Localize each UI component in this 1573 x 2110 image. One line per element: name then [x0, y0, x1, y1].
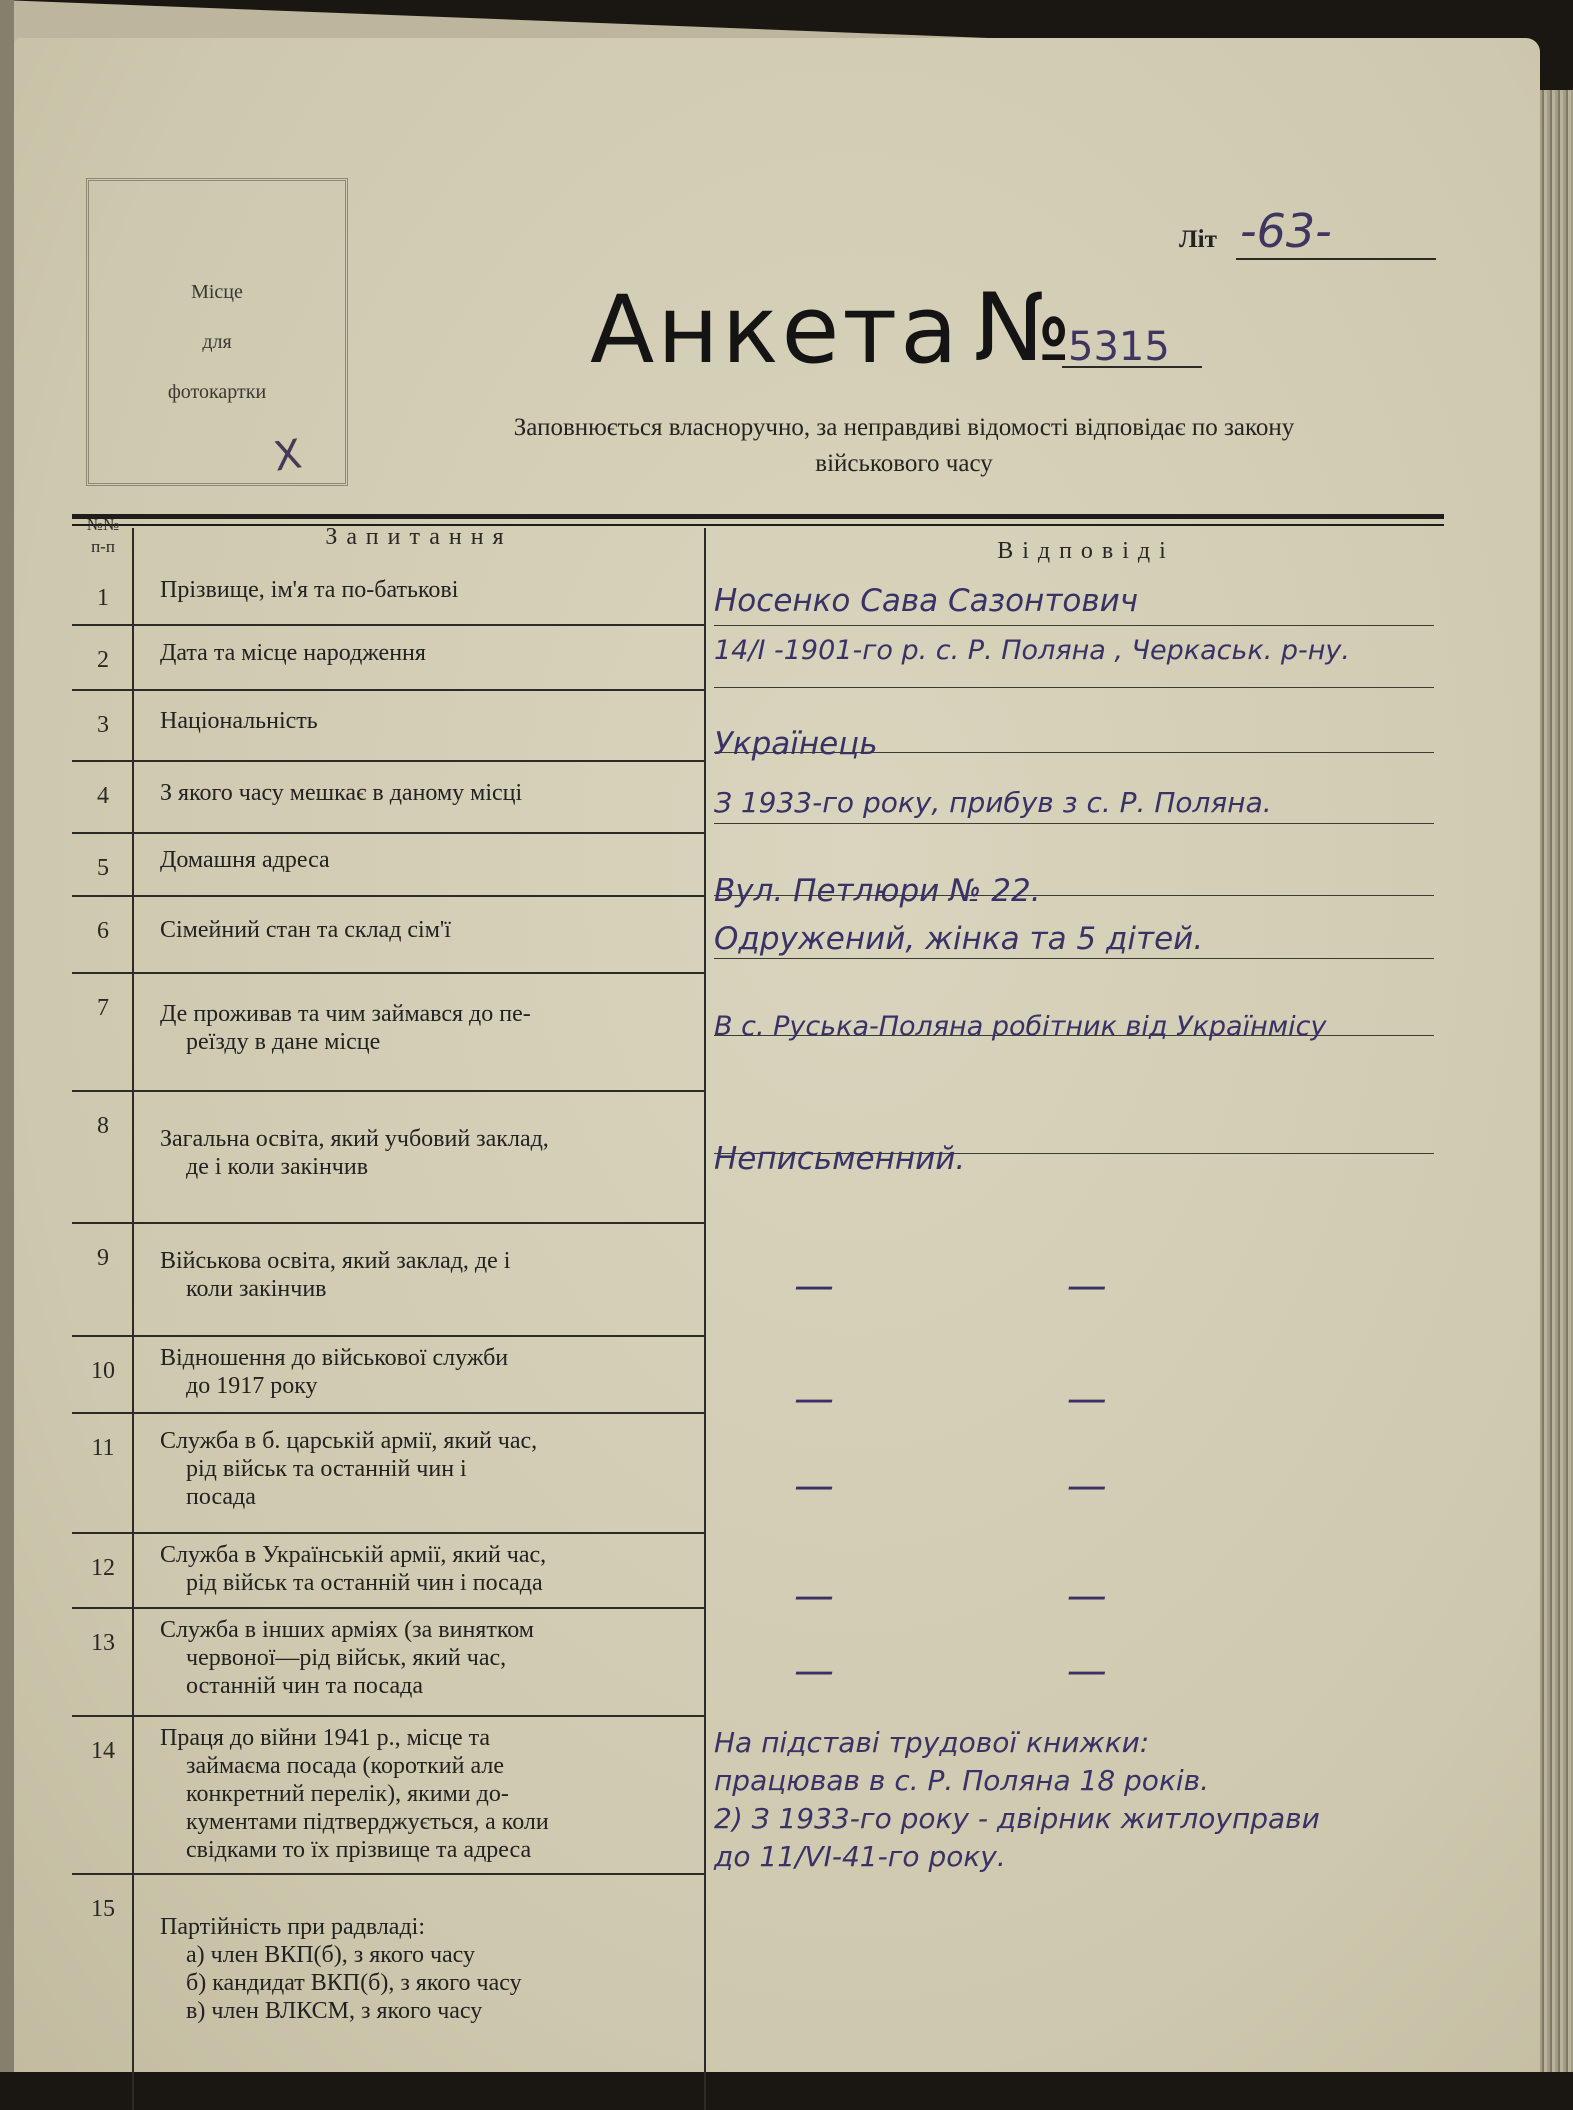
question-line: реїзду в дане місце — [186, 1028, 381, 1055]
answer-line: 14/І -1901-го р. с. Р. Поляна , Черкаськ. р-ну. — [714, 635, 1350, 666]
question-line: займаєма посада (короткий але — [186, 1753, 504, 1779]
answer-line: Носенко Сава Сазонтович — [714, 583, 1139, 619]
column-header-number-line-1: №№ — [86, 515, 120, 534]
answer-line: З 1933-го року, прибув з с. Р. Поляна. — [714, 786, 1272, 819]
binding-edge — [0, 0, 14, 2072]
question-line: Служба в Українській армії, який час, — [160, 1542, 547, 1568]
question-line: в) член ВЛКСМ, з якого часу — [186, 1998, 483, 2024]
number-underline — [1062, 366, 1202, 368]
question-text — [160, 1616, 688, 1700]
row-separator — [72, 1715, 704, 1717]
question-line: рід військ та останній чин і посада — [186, 1570, 543, 1596]
answer-underline — [714, 687, 1434, 688]
question-text — [160, 1541, 688, 1597]
row-number: 12 — [91, 1555, 115, 1581]
question-line: свідками то їх прізвище та адреса — [186, 1837, 532, 1863]
question-line: конкретний перелік), якими до- — [186, 1781, 509, 1807]
row-number: 11 — [91, 1435, 115, 1461]
question-line: останній чин та посада — [186, 1673, 423, 1699]
photo-label-line-3: фотокартки — [167, 381, 267, 403]
question-text — [160, 846, 688, 874]
question-text — [160, 1427, 688, 1511]
question-text — [160, 1000, 688, 1056]
row-number: 10 — [91, 1358, 115, 1384]
table-top-rule — [72, 514, 1444, 519]
row-number: 15 — [91, 1896, 115, 1922]
row-separator — [72, 1090, 704, 1092]
photo-cross-mark: X — [270, 431, 305, 481]
question-line: Військова освіта, який заклад, де і — [160, 1248, 511, 1274]
answer-dashes: — — — [794, 1648, 1217, 1694]
answer-dashes: — — — [794, 1573, 1217, 1619]
row-separator — [72, 1873, 704, 1875]
question-line: де і коли закінчив — [186, 1153, 369, 1180]
instructions-line-2: військового часу — [815, 450, 993, 477]
question-text — [160, 916, 688, 944]
lit-label: Літ — [1179, 226, 1217, 253]
question-text — [160, 1724, 688, 1864]
row-separator — [72, 895, 704, 897]
answer-text — [714, 635, 1350, 666]
question-line: Сімейний стан та склад сім'ї — [160, 917, 451, 943]
row-separator — [72, 1335, 704, 1337]
question-line: Дата та місце народження — [160, 640, 426, 666]
row-separator — [72, 689, 704, 691]
question-line: Прізвище, ім'я та по-батькові — [160, 576, 459, 603]
photo-label-line-1: Місце — [191, 281, 243, 303]
questionnaire-number: 5315 — [1068, 324, 1170, 370]
question-line: Праця до війни 1941 р., місце та — [160, 1725, 491, 1751]
question-line: З якого часу мешкає в даному місці — [160, 779, 523, 806]
row-number: 1 — [97, 585, 109, 611]
row-number: 7 — [97, 995, 109, 1021]
questionnaire-page — [14, 38, 1540, 2072]
row-number: 8 — [97, 1113, 109, 1139]
lit-value: -63- — [1240, 204, 1332, 258]
answer-dashes: — — — [794, 1463, 1217, 1509]
question-text — [160, 639, 688, 667]
column-divider-answer — [704, 528, 706, 2110]
question-line: Домашня адреса — [160, 847, 330, 873]
row-separator — [72, 1412, 704, 1414]
page-stack-edge — [1539, 90, 1573, 2072]
question-text — [160, 707, 688, 735]
question-text — [160, 1344, 688, 1400]
answer-dashes: — — — [794, 1263, 1217, 1309]
question-line: б) кандидат ВКП(б), з якого часу — [186, 1970, 522, 1996]
answer-text — [714, 873, 1041, 909]
question-text — [160, 1247, 688, 1303]
column-header-number — [74, 514, 132, 558]
row-number: 6 — [97, 918, 109, 944]
row-separator — [72, 624, 704, 626]
answer-line: Неписьменний. — [714, 1141, 966, 1177]
answer-text — [714, 583, 1138, 619]
number-sign: № — [974, 274, 1066, 383]
column-header-number-line-2: п-п — [91, 537, 115, 556]
instructions — [374, 410, 1434, 482]
row-separator — [72, 832, 704, 834]
question-line: Загальна освіта, який учбовий заклад, — [160, 1125, 549, 1152]
answer-line: На підставі трудової книжки: — [714, 1726, 1150, 1759]
answer-line: Вул. Петлюри № 22. — [714, 873, 1041, 909]
photo-placeholder-box — [86, 178, 348, 486]
question-line: а) член ВКП(б), з якого часу — [186, 1942, 475, 1968]
question-line: Де проживав та чим займався до пе- — [160, 1000, 531, 1027]
answer-underline — [714, 823, 1434, 824]
row-separator — [72, 1222, 704, 1224]
answer-line: працював в с. Р. Поляна 18 років. — [714, 1764, 1210, 1797]
answer-line: Українець — [714, 726, 878, 762]
question-line: посада — [186, 1483, 256, 1510]
question-text — [160, 576, 688, 604]
row-separator — [72, 1532, 704, 1534]
answer-underline — [714, 625, 1434, 626]
row-separator — [72, 1607, 704, 1609]
row-separator — [72, 972, 704, 974]
question-line: до 1917 року — [186, 1373, 318, 1399]
answer-line: Одружений, жінка та 5 дітей. — [714, 921, 1204, 957]
lit-underline — [1236, 258, 1436, 260]
answer-text — [714, 786, 1272, 819]
question-line: Відношення до військової служби — [160, 1345, 509, 1371]
question-line: кументами підтверджується, а коли — [186, 1809, 549, 1835]
question-line: червоної—рід військ, який час, — [186, 1645, 507, 1671]
answer-line: до 11/VI-41-го року. — [714, 1840, 1006, 1873]
question-line: Служба в б. царській армії, який час, — [160, 1427, 538, 1454]
question-text — [160, 779, 688, 807]
answer-text — [714, 1141, 965, 1177]
column-header-questions: Запитання — [325, 524, 513, 550]
answer-line: В с. Руська-Поляна робітник від Українмісу — [714, 1011, 1327, 1042]
row-number: 9 — [97, 1245, 109, 1271]
row-number: 5 — [97, 855, 109, 881]
answer-text — [714, 726, 878, 762]
answer-underline — [714, 958, 1434, 959]
question-line: Партійність при радвладі: — [160, 1914, 426, 1940]
instructions-line-1: Заповнюється власноручно, за неправдиві відомості відповідає по закону — [513, 414, 1295, 441]
row-number: 13 — [91, 1630, 115, 1656]
photo-label-line-2: для — [202, 331, 232, 353]
page-title: Анкета — [590, 276, 961, 385]
answer-text — [714, 1011, 1326, 1042]
question-line: рід військ та останній чин і — [186, 1455, 467, 1482]
question-line: Національність — [160, 708, 318, 734]
question-text — [160, 1913, 688, 2025]
question-line: коли закінчив — [186, 1276, 327, 1302]
question-line: Служба в інших арміях (за винятком — [160, 1617, 534, 1643]
column-header-answers: Відповіді — [997, 538, 1175, 564]
row-number: 4 — [97, 783, 109, 809]
row-number: 3 — [97, 712, 109, 738]
answer-dashes: — — — [794, 1376, 1217, 1422]
answer-text — [714, 921, 1203, 957]
answer-line: 2) З 1933-го року - двірник житлоуправи — [714, 1802, 1320, 1835]
row-number: 2 — [97, 647, 109, 673]
row-separator — [72, 760, 704, 762]
question-text — [160, 1125, 688, 1181]
answer-text — [714, 1724, 1320, 1876]
row-number: 14 — [91, 1738, 115, 1764]
